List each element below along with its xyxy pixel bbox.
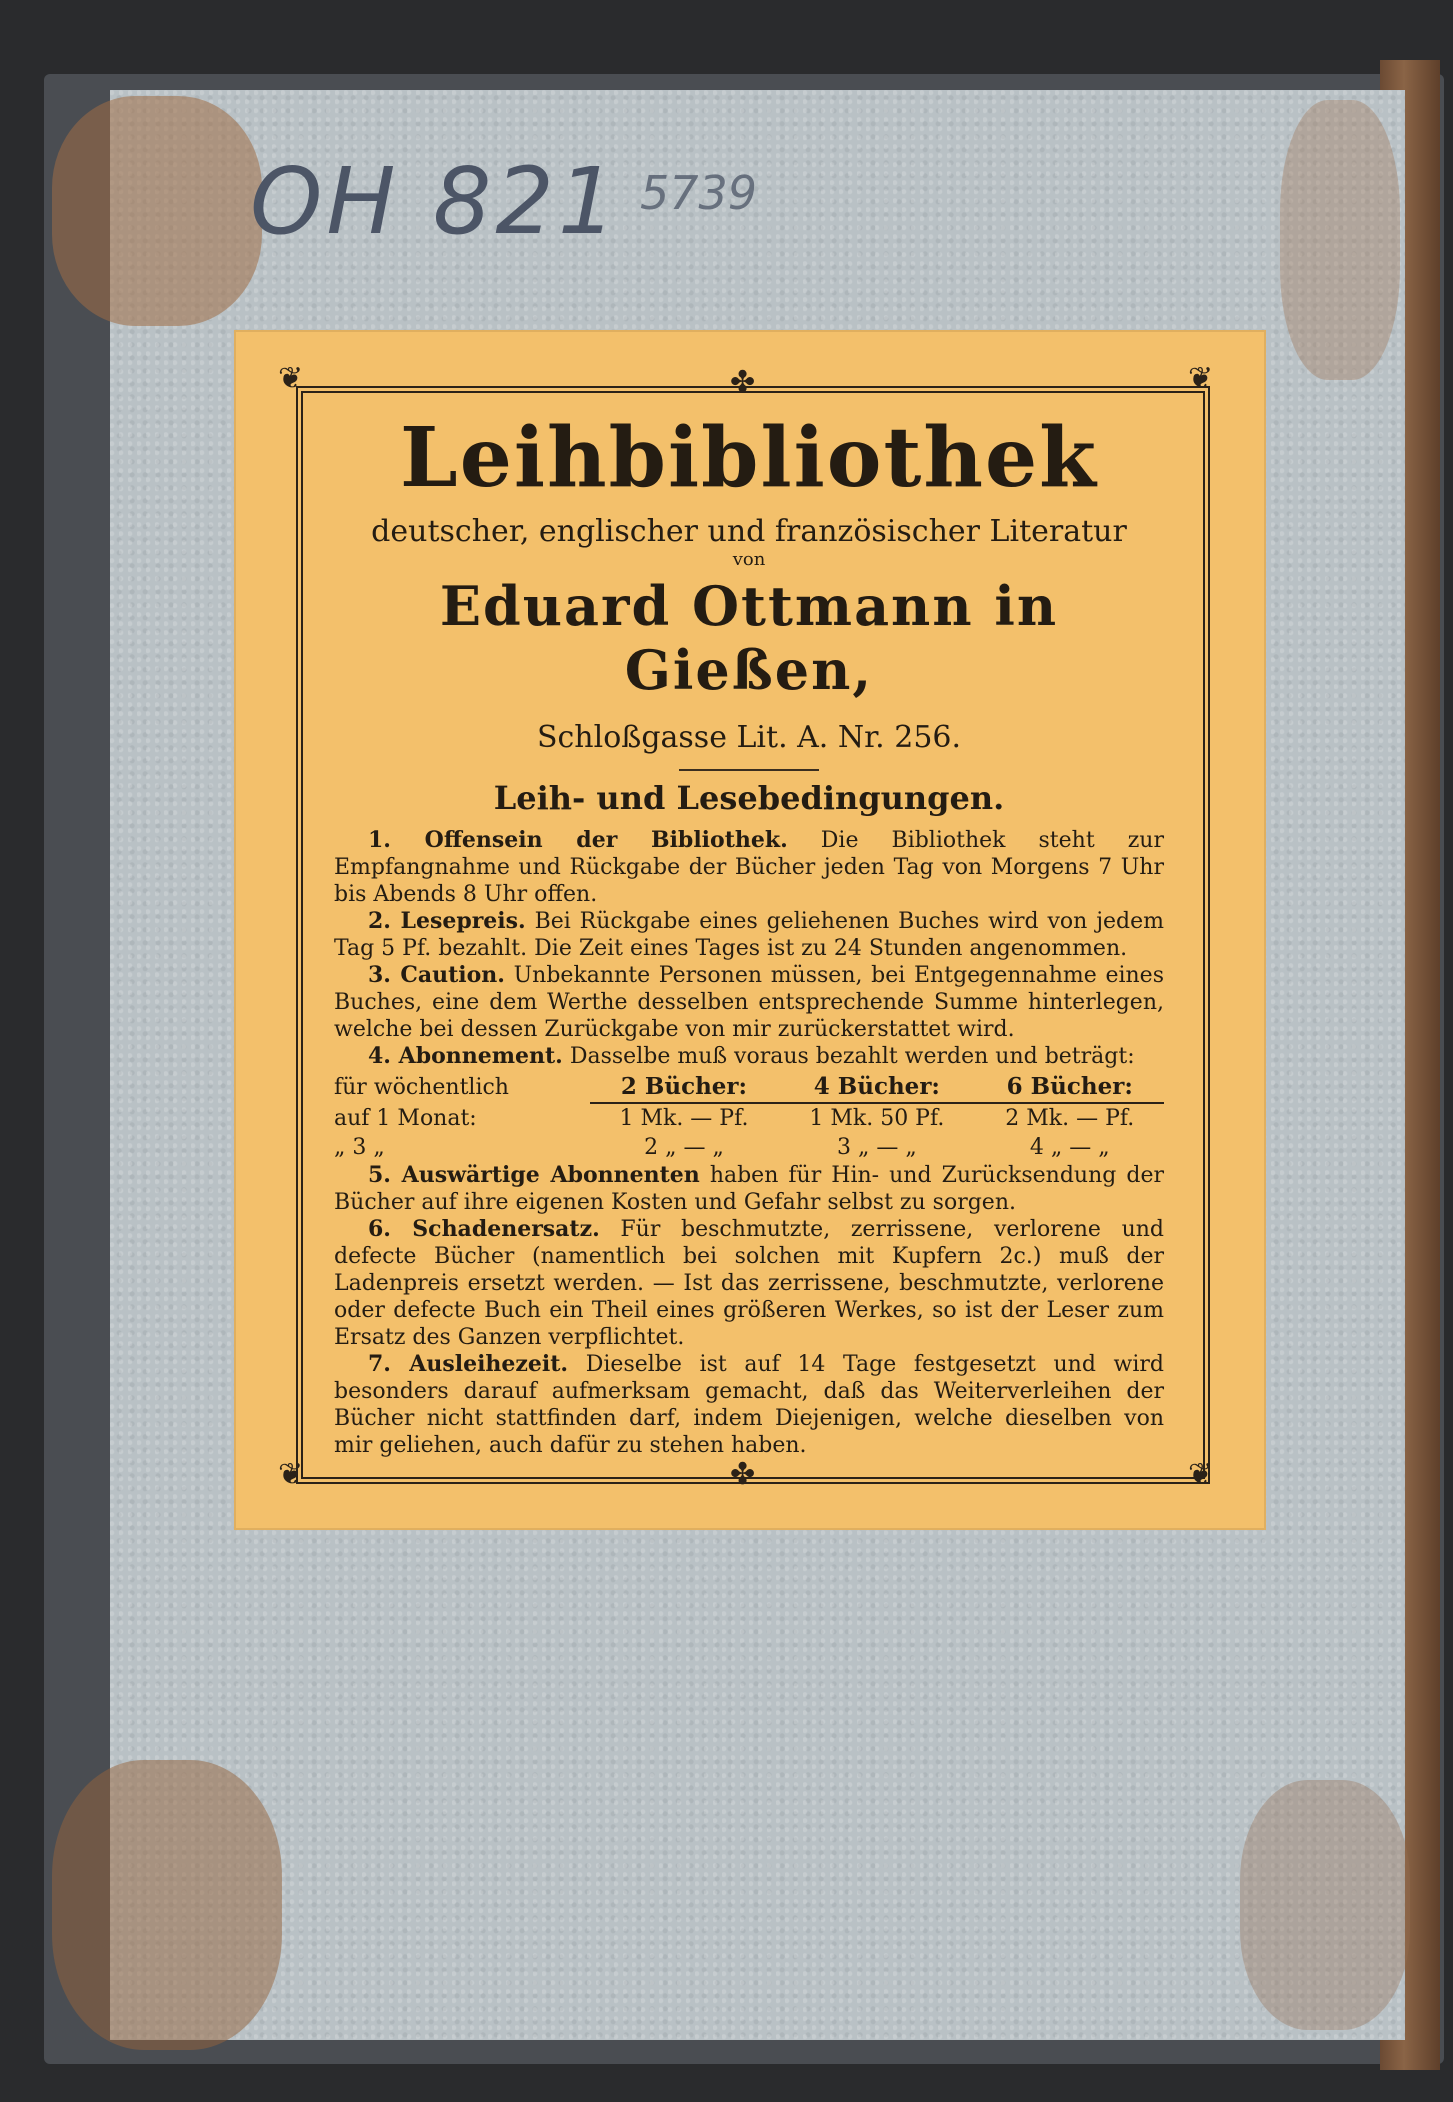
table-column-header: 6 Bücher:	[975, 1072, 1164, 1103]
condition-item	[334, 1216, 1164, 1351]
table-cell: 2 Mk. — Pf.	[1005, 1106, 1135, 1131]
table-cell: 1 Mk. 50 Pf.	[809, 1106, 945, 1131]
leather-corner-bottom-left	[52, 1760, 282, 2050]
table-column-header: 4 Bücher:	[778, 1072, 975, 1103]
condition-head: 7. Ausleihezeit.	[368, 1351, 569, 1377]
stain-top-right	[1280, 100, 1400, 380]
condition-item	[334, 827, 1164, 908]
divider	[679, 769, 819, 771]
condition-text: Bei Rückgabe eines geliehenen Buches wird von jedem Tag 5 Pf. bezahlt. Die Zeit eines Tages ist zu 24 Stunden angenommen.	[334, 909, 1164, 961]
condition-item	[334, 962, 1164, 1043]
table-row-label: auf 1 Monat:	[334, 1105, 477, 1131]
table-row	[334, 1133, 1164, 1162]
table-cell: 4 „ — „	[1029, 1135, 1110, 1160]
table-header-row	[334, 1072, 1164, 1103]
top-ornament-icon: ✤	[730, 365, 756, 400]
condition-text: Dieselbe ist auf 14 Tage festgesetzt und wird besonders darauf aufmerksam gemacht, daß das Weiterverleihen der Bücher nicht stattfinden darf, indem Diejenigen, welche dieselben von mir geliehen, auch dafür zu stehen haben.	[334, 1352, 1165, 1458]
condition-head: 5. Auswärtige Abonnenten	[368, 1162, 700, 1188]
table-cell: 3 „ — „	[836, 1135, 917, 1160]
corner-ornament-icon: ❦	[1188, 361, 1214, 396]
table-row	[334, 1103, 1164, 1133]
bottom-ornament-icon: ✤	[730, 1457, 756, 1492]
table-row-label: für wöchentlich	[334, 1075, 509, 1100]
abonnement-table	[334, 1072, 1164, 1162]
label-von: von	[732, 549, 766, 570]
condition-item	[334, 1162, 1164, 1216]
condition-text: Für beschmutzte, zerrissene, verlorene und defecte Bücher (namentlich bei solchen mit Kupfern 2c.) muß der Ladenpreis ersetzt werden. — Ist das zerrissene, beschmutzte, verlorene oder defecte Buch ein Theil eines größeren Werkes, so ist der Leser zum Ersatz des Ganzen verpflichtet.	[334, 1217, 1164, 1350]
condition-item	[334, 908, 1164, 962]
condition-item	[334, 1043, 1164, 1070]
condition-head: 1. Offensein der Bibliothek.	[368, 827, 788, 853]
label-content	[334, 410, 1164, 1459]
label-subtitle: deutscher, englischer und französischer Literatur	[371, 514, 1127, 549]
label-owner: Eduard Ottmann in Gießen,	[439, 574, 1059, 702]
label-address: Schloßgasse Lit. A. Nr. 256.	[536, 720, 962, 755]
corner-ornament-icon: ❦	[1188, 1457, 1214, 1492]
condition-text: haben für Hin- und Zurücksendung der Bücher auf ihre eigenen Kosten und Gefahr selbst zu sorgen.	[334, 1163, 1164, 1215]
condition-item	[334, 1351, 1164, 1459]
handwritten-shelfmark	[250, 148, 810, 278]
condition-text: Dasselbe muß voraus bezahlt werden und beträgt:	[569, 1044, 1135, 1069]
library-label	[234, 330, 1266, 1530]
condition-head: 3. Caution.	[368, 962, 505, 988]
condition-text: Die Bibliothek steht zur Empfangnahme und Rückgabe der Bücher jeden Tag von Morgens 7 Uhr bis Abends 8 Uhr offen.	[334, 828, 1164, 907]
condition-head: 4. Abonnement.	[368, 1043, 563, 1069]
corner-ornament-icon: ❦	[278, 361, 304, 396]
condition-text: Unbekannte Personen müssen, bei Entgegennahme eines Buches, eine dem Werthe desselben entsprechende Summe hinterlegen, welche bei dessen Zurückgabe von mir zurückerstattet wird.	[334, 963, 1164, 1042]
condition-head: 2. Lesepreis.	[368, 908, 526, 934]
table-row-label: „ 3 „	[334, 1135, 385, 1160]
corner-ornament-icon: ❦	[278, 1457, 304, 1492]
condition-head: 6. Schadenersatz.	[368, 1216, 600, 1242]
leather-corner-top-left	[52, 96, 262, 326]
table-cell: 2 „ — „	[644, 1135, 724, 1160]
label-title: Leihbibliothek	[400, 410, 1098, 506]
stain-bottom-right	[1240, 1780, 1410, 2030]
shelfmark-main: OH 821	[250, 148, 621, 255]
shelfmark-number: 5739	[640, 166, 758, 220]
conditions-heading: Leih- und Lesebedingungen.	[493, 779, 1005, 817]
table-column-header: 2 Bücher:	[590, 1072, 779, 1103]
table-cell: 1 Mk. — Pf.	[619, 1106, 749, 1131]
